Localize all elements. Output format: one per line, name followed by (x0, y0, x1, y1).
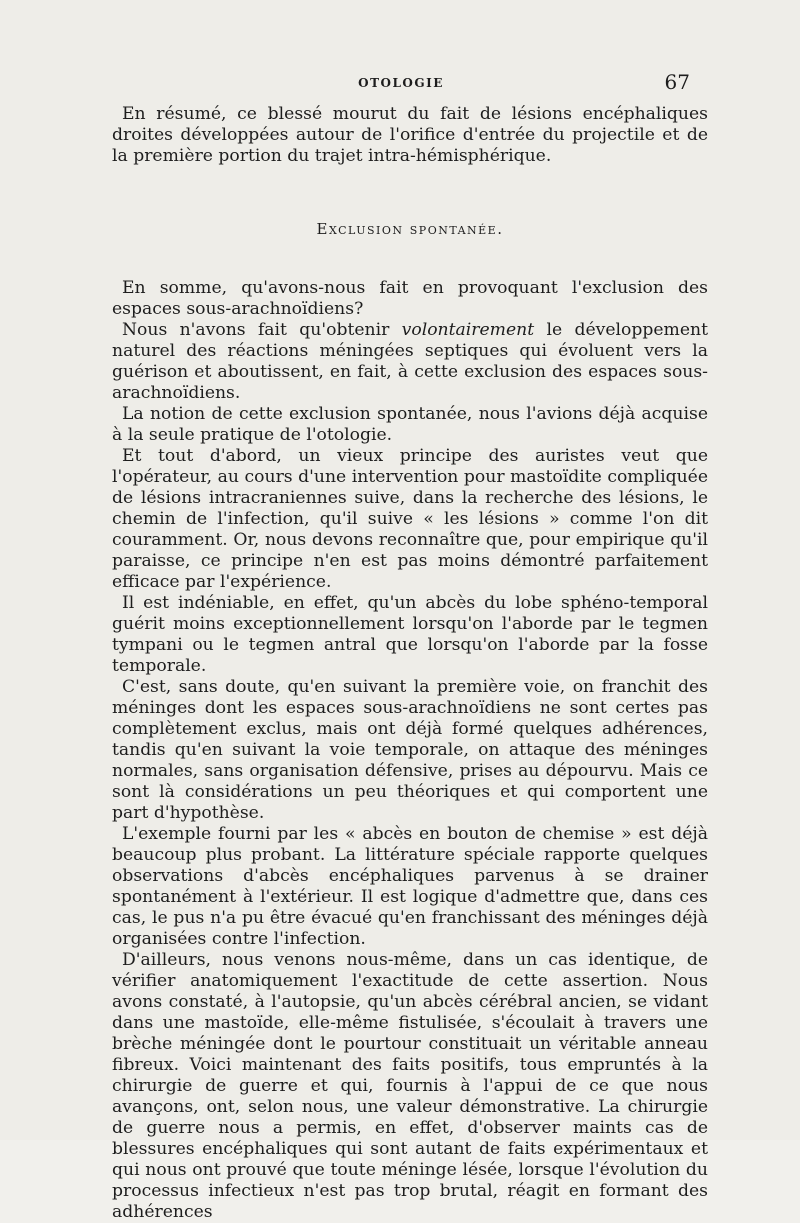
section-title: Exclusion spontanée. (316, 220, 504, 238)
paragraph-volontairement (112, 320, 708, 404)
paragraph-6: L'exemple fourni par les « abcès en bouton de chemise » est déjà beaucoup plus probant. La littérature spéciale rapporte quelques observations d'abcès encéphaliques parvenus à se drainer spontanément à l'extérieur. Il est logique d'admettre que, dans ces cas, le pus n'a pu être évacué qu'en franchissant des méninges déjà organisées contre l'infection. (112, 824, 708, 949)
paragraph-4: Il est indéniable, en effet, qu'un abcès du lobe sphéno-temporal guérit moins exceptionnellement lorsqu'on l'aborde par le tegmen tympani ou le tegmen antral que lorsqu'on l'aborde par la fosse temporale. (112, 593, 708, 676)
paragraph-3: Et tout d'abord, un vieux principe des auristes veut que l'opérateur, au cours d'une intervention pour mastoïdite compliquée de lésions intracraniennes suive, dans la recherche des lésions, le chemin de l'infection, qu'il suive « les lésions » comme l'on dit couramment. Or, nous devons reconnaître que, pour empirique qu'il paraisse, ce principe n'en est pas moins démontré parfaitement efficace par l'expérience. (112, 446, 708, 592)
page-body (112, 104, 708, 1223)
paragraph-5: C'est, sans doute, qu'en suivant la première voie, on franchit des méninges dont les espaces sous-arachnoïdiens ne sont certes pas complètement exclus, mais ont déjà formé quelques adhérences, tandis qu'en suivant la voie temporale, on attaque des méninges normales, sans organisation défensive, prises au dépourvu. Mais ce sont là considérations un peu théoriques et qui comportent une part d'hypothèse. (112, 677, 708, 823)
paragraph-volontairement-emphasis: volontairement (401, 320, 535, 340)
paragraph-volontairement-after: le développement naturel des réactions méningées septiques qui évoluent vers la guérison et aboutissent, en fait, à cette exclusion des espaces sous-arachnoïdiens. (112, 320, 708, 403)
paragraph-7: D'ailleurs, nous venons nous-même, dans un cas identique, de vérifier anatomiquement l'exactitude de cette assertion. Nous avons constaté, à l'autopsie, qu'un abcès cérébral ancien, se vidant dans une mastoïde, elle-même fistulisée, s'écoulait à travers une brèche méningée dont le pourtour constituait un véritable anneau fibreux. Voici maintenant des faits positifs, tous empruntés à la chirurgie de guerre et qui, fournis à l'appui de ce que nous avançons, ont, selon nous, une valeur démonstrative. La chirurgie de guerre nous a permis, en effet, d'observer maints cas de blessures encéphaliques qui sont autant de faits expérimentaux et qui nous ont prouvé que toute méninge lésée, lorsque l'évolution du processus infectieux n'est pas trop brutal, réagit en formant des adhérences (112, 950, 708, 1222)
paragraph-volontairement-before: Nous n'avons fait qu'obtenir (122, 320, 402, 340)
paragraph-1: En somme, qu'avons-nous fait en provoquant l'exclusion des espaces sous-arachnoïdiens? (112, 278, 708, 319)
opening-paragraph: En résumé, ce blessé mourut du fait de lésions encéphaliques droites développées autour de l'orifice d'entrée du projectile et de la première portion du trajet intra-hémisphérique. (112, 104, 708, 166)
page-number: 67 (664, 70, 690, 94)
page-header (112, 70, 690, 94)
paragraph-2: La notion de cette exclusion spontanée, nous l'avions déjà acquise à la seule pratique de l'otologie. (112, 404, 708, 445)
running-head: OTOLOGIE (358, 76, 444, 90)
